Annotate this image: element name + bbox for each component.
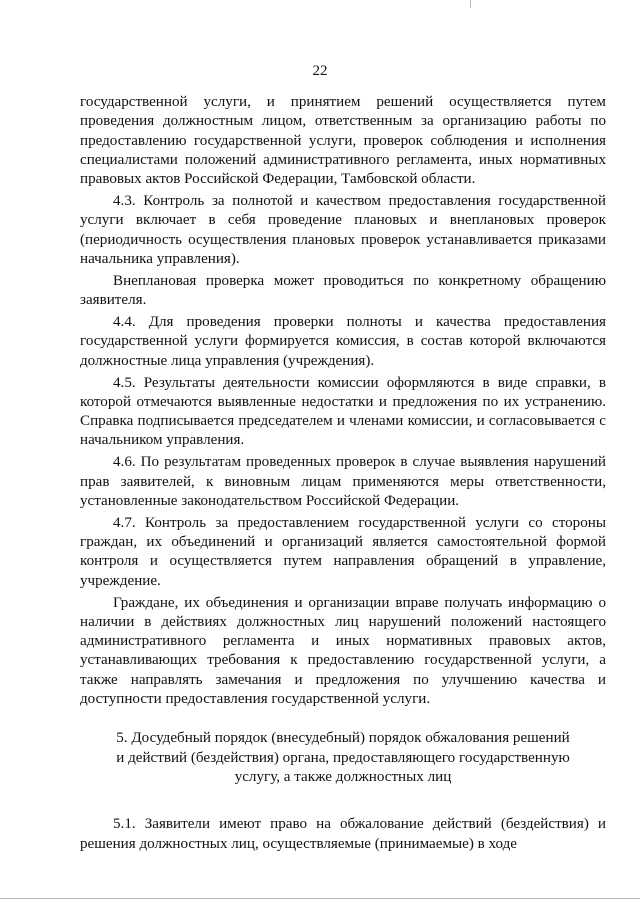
paragraph-4-5: 4.5. Результаты деятельности комиссии оформляются в виде справки, в которой отмечаются выявленные недостатки и предложения по их устранению. Справка подписывается председателем и членами комиссии, и согласовывается с начальником управления. xyxy=(80,374,606,449)
paragraph-citizens-rights: Граждане, их объединения и организации вправе получать информацию о наличии в действиях должностных лиц нарушений положений настоящего административного регламента и иных нормативных правовых актов, устанавливающих требования к предоставлению государственной услуги, а также направлять замечания и предложения по улучшению качества и доступности предоставления государственной услуги. xyxy=(80,594,606,708)
section-heading-line: и действий (бездействия) органа, предоставляющего государственную xyxy=(116,749,570,766)
paragraph-4-6: 4.6. По результатам проведенных проверок в случае выявления нарушений прав заявителей, к виновным лицам применяются меры ответственности, установленные законодательством Российской Федерации. xyxy=(80,454,606,509)
paragraph-4-4: 4.4. Для проведения проверки полноты и качества предоставления государственной услуги формируется комиссия, в состав которой включаются должностные лица управления (учреждения). xyxy=(80,314,606,369)
document-body xyxy=(80,93,606,856)
paragraph-continuation: государственной услуги, и принятием решений осуществляется путем проведения должностным лицом, ответственным за организацию работы по предоставлению государственной услуги, проверок соблюдения и исполнения специалистами положений административного регламента, иных нормативных правовых актов Российской Федерации, Тамбовской области. xyxy=(80,94,606,188)
page-number: 22 xyxy=(312,63,328,79)
scan-artifact-bottom xyxy=(0,898,640,899)
paragraph-4-3: 4.3. Контроль за полнотой и качеством предоставления государственной услуги включает в себя проведение плановых и внеплановых проверок (периодичность осуществления плановых проверок устанавливается приказами начальника управления). xyxy=(80,193,606,267)
section-heading-line: 5. Досудебный порядок (внесудебный) порядок обжалования решений xyxy=(116,730,570,747)
section-5-heading xyxy=(80,729,606,787)
scan-artifact-top xyxy=(470,0,471,8)
section-heading-line: услугу, а также должностных лиц xyxy=(234,768,452,785)
paragraph-unscheduled-check: Внеплановая проверка может проводиться по конкретному обращению заявителя. xyxy=(80,272,606,309)
paragraph-4-7: 4.7. Контроль за предоставлением государственной услуги со стороны граждан, их объединений и организаций является самостоятельной формой контроля и осуществляется путем направления обращений в управление, учреждение. xyxy=(80,514,606,589)
paragraph-5-1: 5.1. Заявители имеют право на обжалование действий (бездействия) и решения должностных лиц, осуществляемые (принимаемые) в ходе xyxy=(80,816,606,852)
